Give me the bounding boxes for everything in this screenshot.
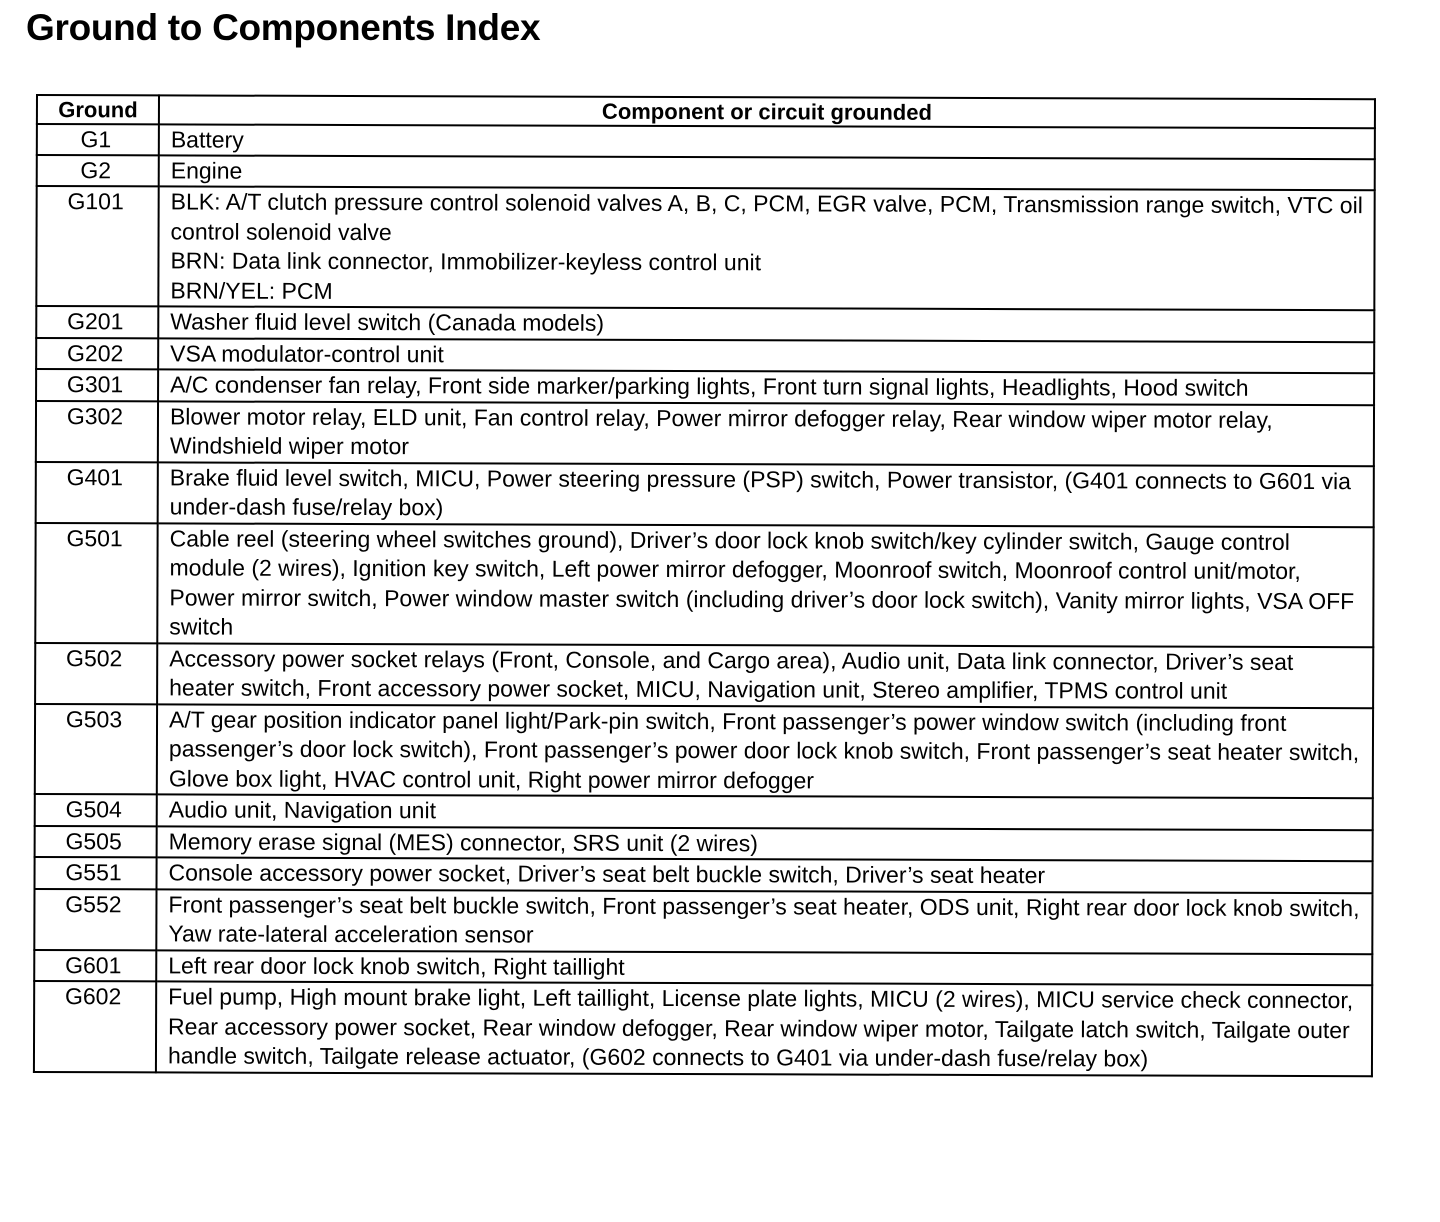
component-cell bbox=[157, 643, 1373, 708]
table-row bbox=[35, 523, 1373, 647]
table-row bbox=[35, 825, 1373, 861]
table-row bbox=[34, 949, 1372, 985]
component-cell bbox=[157, 523, 1373, 647]
component-column-header: Component or circuit grounded bbox=[159, 95, 1375, 128]
ground-id-cell: G2 bbox=[37, 155, 159, 186]
component-cell bbox=[157, 794, 1373, 829]
table-row bbox=[37, 124, 1375, 159]
component-cell bbox=[158, 401, 1374, 466]
component-text: A/T gear position indicator panel light/Park-pin switch, Front passenger’s power window switch (including front passenger’s door lock switch), Front passenger’s power door lock knob switch, Front passenger’s seat heater switch, Glove box light, HVAC control unit, Right power mirror defogger bbox=[168, 705, 1360, 793]
table-row bbox=[36, 369, 1374, 405]
ground-id-cell: G601 bbox=[34, 949, 156, 981]
component-text: Fuel pump, High mount brake light, Left taillight, License plate lights, MICU (2 wires), MICU service check connector, Rear accessory power socket, Rear window defogger, Rear window wiper motor, Tailgate latch switch, Tailgate outer handle switch, Tailgate release actuator, (G602 connects to G401 via under-dash fuse/relay box) bbox=[167, 983, 1354, 1072]
component-text: Accessory power socket relays (Front, Console, and Cargo area), Audio unit, Data link connector, Driver’s seat heater switch, Front accessory power socket, MICU, Navigation unit, Stereo amplifier, TPMS control unit bbox=[169, 644, 1294, 704]
ground-id-cell: G551 bbox=[35, 857, 157, 889]
ground-id-cell: G302 bbox=[36, 401, 158, 462]
component-cell bbox=[157, 857, 1373, 892]
ground-id-cell: G101 bbox=[36, 186, 158, 306]
ground-index-table bbox=[33, 94, 1376, 1077]
component-cell bbox=[158, 369, 1374, 404]
ground-id-cell: G401 bbox=[36, 462, 158, 523]
ground-id-cell: G505 bbox=[35, 825, 157, 857]
component-text: Washer fluid level switch (Canada models) bbox=[170, 308, 605, 336]
component-text: Blower motor relay, ELD unit, Fan control relay, Power mirror defogger relay, Rear window wiper motor relay, Windshield wiper motor bbox=[169, 402, 1273, 460]
component-text: Console accessory power socket, Driver’s seat belt buckle switch, Driver’s seat heater bbox=[168, 859, 1046, 889]
component-text: Cable reel (steering wheel switches ground), Driver’s door lock knob switch/key cylinder switch, Gauge control module (2 wires), Ignition key switch, Left power mirror defogger, Moonroof switch, Moonroof control unit/motor, Power mirror switch, Power window master switch (including driver’s door lock switch), Vanity mirror lights, VSA OFF switch bbox=[169, 524, 1355, 640]
ground-id-cell: G503 bbox=[35, 704, 157, 795]
component-text: Engine bbox=[170, 157, 243, 184]
table-row bbox=[36, 401, 1374, 466]
table-row bbox=[35, 643, 1373, 708]
component-cell bbox=[156, 889, 1372, 954]
ground-id-cell: G504 bbox=[35, 794, 157, 826]
component-text: Audio unit, Navigation unit bbox=[168, 796, 437, 824]
component-cell bbox=[159, 124, 1375, 159]
table-row bbox=[36, 338, 1374, 374]
component-cell bbox=[158, 338, 1374, 373]
component-cell bbox=[158, 186, 1374, 310]
component-cell bbox=[156, 950, 1372, 985]
table-row bbox=[36, 462, 1374, 527]
table-row bbox=[35, 704, 1373, 799]
table-row bbox=[36, 306, 1374, 342]
table-row bbox=[35, 794, 1373, 830]
table-header bbox=[37, 95, 1375, 128]
component-text: BLK: A/T clutch pressure control solenoid valves A, B, C, PCM, EGR valve, PCM, Transmission range switch, VTC oil control solenoid valve bbox=[170, 188, 1363, 245]
component-text: A/C condenser fan relay, Front side marker/parking lights, Front turn signal lights, Headlights, Hood switch bbox=[170, 371, 1249, 401]
component-cell bbox=[159, 155, 1375, 190]
ground-id-cell: G502 bbox=[35, 643, 157, 704]
ground-column-header: Ground bbox=[37, 95, 159, 124]
component-text: BRN/YEL: PCM bbox=[170, 276, 333, 304]
ground-id-cell: G301 bbox=[36, 369, 158, 401]
component-cell bbox=[157, 704, 1373, 798]
ground-id-cell: G602 bbox=[34, 981, 156, 1072]
table-row bbox=[36, 186, 1374, 310]
ground-id-cell: G501 bbox=[35, 523, 157, 643]
table-body bbox=[34, 124, 1375, 1076]
component-text: VSA modulator-control unit bbox=[170, 339, 444, 367]
component-text: Brake fluid level switch, MICU, Power steering pressure (PSP) switch, Power transistor, (G401 connects to G601 via under-dash fuse/relay box) bbox=[169, 463, 1351, 521]
component-text: Battery bbox=[170, 126, 244, 153]
component-cell bbox=[158, 462, 1374, 527]
component-text: Left rear door lock knob switch, Right taillight bbox=[168, 951, 625, 980]
table-row bbox=[34, 981, 1372, 1076]
component-cell bbox=[157, 826, 1373, 861]
page-title: Ground to Components Index bbox=[26, 7, 541, 48]
ground-id-cell: G201 bbox=[36, 306, 158, 338]
header-row bbox=[37, 95, 1375, 128]
component-cell bbox=[156, 981, 1372, 1075]
ground-id-cell: G1 bbox=[37, 124, 159, 155]
component-cell bbox=[158, 306, 1374, 341]
component-text: Memory erase signal (MES) connector, SRS unit (2 wires) bbox=[168, 827, 758, 856]
table-row bbox=[37, 155, 1375, 190]
table-row bbox=[35, 857, 1373, 893]
ground-id-cell: G202 bbox=[36, 338, 158, 370]
component-text: BRN: Data link connector, Immobilizer-keyless control unit bbox=[170, 247, 762, 276]
ground-id-cell: G552 bbox=[34, 888, 156, 949]
table-row bbox=[34, 888, 1372, 953]
component-text: Front passenger’s seat belt buckle switch, Front passenger’s seat heater, ODS unit, Right rear door lock knob switch, Yaw rate-lateral acceleration sensor bbox=[168, 890, 1360, 948]
